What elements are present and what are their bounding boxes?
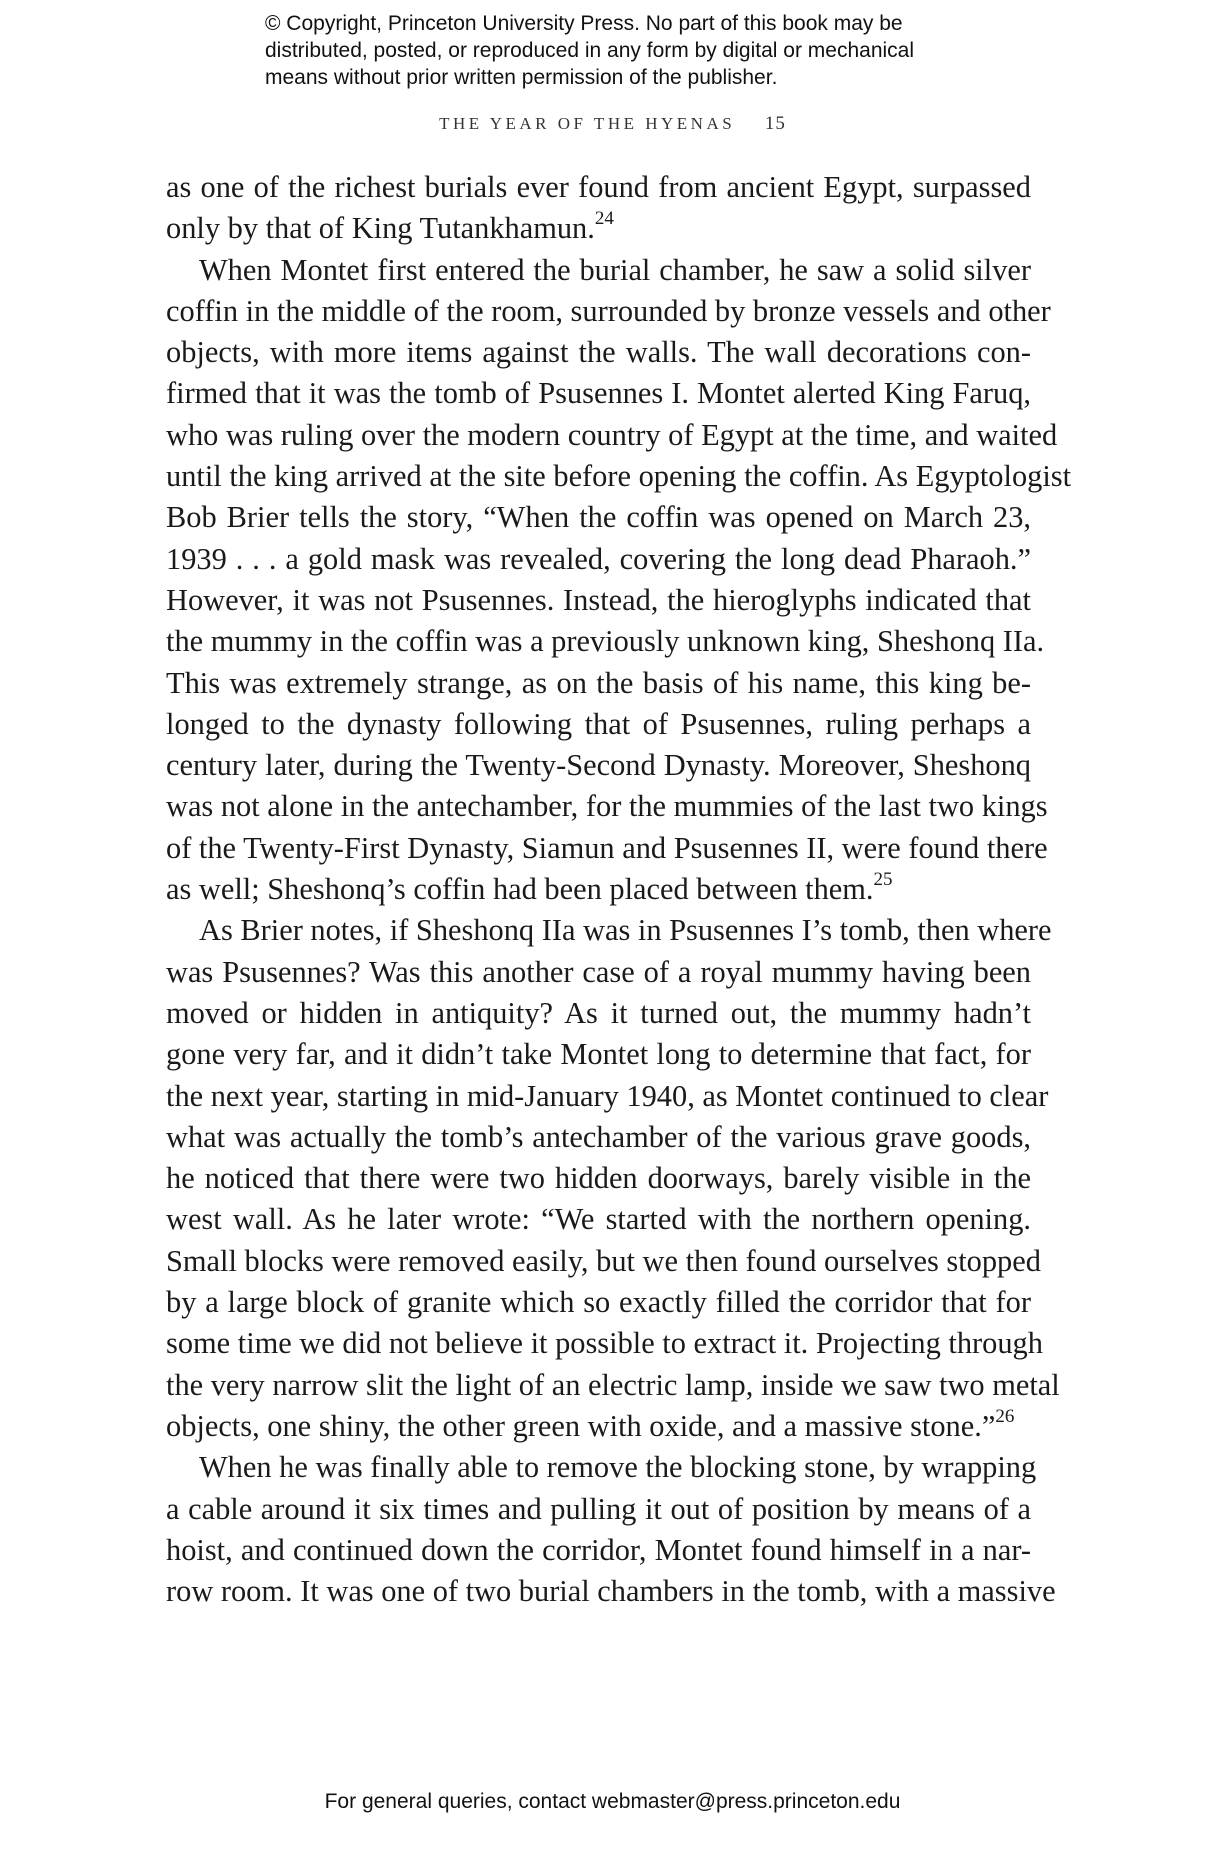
copyright-line: distributed, posted, or reproduced in any form by digital or mechanical — [265, 39, 915, 62]
copyright-line: © Copyright, Princeton University Press. No part of this book may be — [265, 12, 903, 35]
text-line: by a large block of granite which so exactly filled the corridor that for — [166, 1285, 1031, 1320]
footnote-ref: 26 — [995, 1405, 1015, 1427]
text-line: When Montet first entered the burial chamber, he saw a solid silver — [199, 252, 1031, 287]
copyright-line: means without prior written permission of the publisher. — [265, 66, 778, 89]
text-line: Small blocks were removed easily, but we then found ourselves stopped — [166, 1243, 1041, 1278]
text-line: objects, with more items against the walls. The wall decorations con- — [166, 335, 1031, 370]
text-line: only by that of King Tutankhamun.$^{24}$ — [166, 208, 614, 246]
text-line: However, it was not Psusennes. Instead, the hieroglyphs indicated that — [166, 582, 1031, 617]
text-line: the mummy in the coffin was a previously unknown king, Sheshonq IIa. — [166, 624, 1045, 659]
text-line: moved or hidden in antiquity? As it turned out, the mummy hadn’t — [166, 995, 1031, 1030]
text-line: west wall. As he later wrote: “We started with the northern opening. — [166, 1202, 1031, 1237]
text-line: the very narrow slit the light of an electric lamp, inside we saw two metal — [166, 1367, 1060, 1402]
text-line: some time we did not believe it possible to extract it. Projecting through — [166, 1326, 1043, 1361]
text-line: was Psusennes? Was this another case of a royal mummy having been — [166, 954, 1031, 989]
text-line: Bob Brier tells the story, “When the coffin was opened on March 23, — [166, 500, 1031, 535]
running-head — [0, 113, 1225, 135]
copyright-notice — [265, 10, 1005, 91]
text-line: a cable around it six times and pulling it out of position by means of a — [166, 1491, 1031, 1526]
text-line: When he was finally able to remove the blocking stone, by wrapping — [199, 1450, 1037, 1485]
text-line: gone very far, and it didn’t take Montet long to determine that fact, for — [166, 1037, 1031, 1072]
footer-contact: For general queries, contact webmaster@press.princeton.edu — [324, 1790, 901, 1813]
footnote-ref: 25 — [873, 869, 893, 891]
text-line: what was actually the tomb’s antechamber of the various grave goods, — [166, 1119, 1031, 1154]
text-line: row room. It was one of two burial chambers in the tomb, with a massive — [166, 1574, 1056, 1609]
text-line: This was extremely strange, as on the basis of his name, this king be- — [166, 665, 1031, 700]
page-number: 15 — [764, 113, 786, 134]
text-line: hoist, and continued down the corridor, Montet found himself in a nar- — [166, 1532, 1031, 1567]
body-text — [166, 167, 1072, 1612]
text-line: 1939 . . . a gold mask was revealed, covering the long dead Pharaoh.” — [166, 541, 1031, 576]
text-line: as one of the richest burials ever found from ancient Egypt, surpassed — [166, 170, 1031, 204]
text-line: he noticed that there were two hidden doorways, barely visible in the — [166, 1161, 1031, 1196]
text-line: longed to the dynasty following that of Psusennes, ruling perhaps a — [166, 706, 1031, 741]
text-line: objects, one shiny, the other green with oxide, and a massive stone.”$^{26}$ — [166, 1405, 1015, 1443]
text-line: firmed that it was the tomb of Psusennes I. Montet alerted King Faruq, — [166, 376, 1031, 411]
text-line: who was ruling over the modern country of Egypt at the time, and waited — [166, 417, 1058, 452]
running-head-title: THE YEAR OF THE HYENAS — [439, 114, 736, 133]
text-line: of the Twenty-First Dynasty, Siamun and Psusennes II, were found there — [166, 830, 1048, 865]
text-line: as well; Sheshonq’s coffin had been placed between them.$^{25}$ — [166, 869, 893, 907]
text-line: until the king arrived at the site before opening the coffin. As Egyptologist — [166, 459, 1072, 494]
text-line: As Brier notes, if Sheshonq IIa was in Psusennes I’s tomb, then where — [199, 913, 1052, 948]
text-line: century later, during the Twenty-Second Dynasty. Moreover, Sheshonq — [166, 748, 1031, 783]
footnote-ref: 24 — [594, 208, 614, 230]
text-line: coffin in the middle of the room, surrounded by bronze vessels and other — [166, 293, 1051, 328]
text-line: the next year, starting in mid-January 1940, as Montet continued to clear — [166, 1078, 1049, 1113]
text-line: was not alone in the antechamber, for the mummies of the last two kings — [166, 789, 1048, 824]
